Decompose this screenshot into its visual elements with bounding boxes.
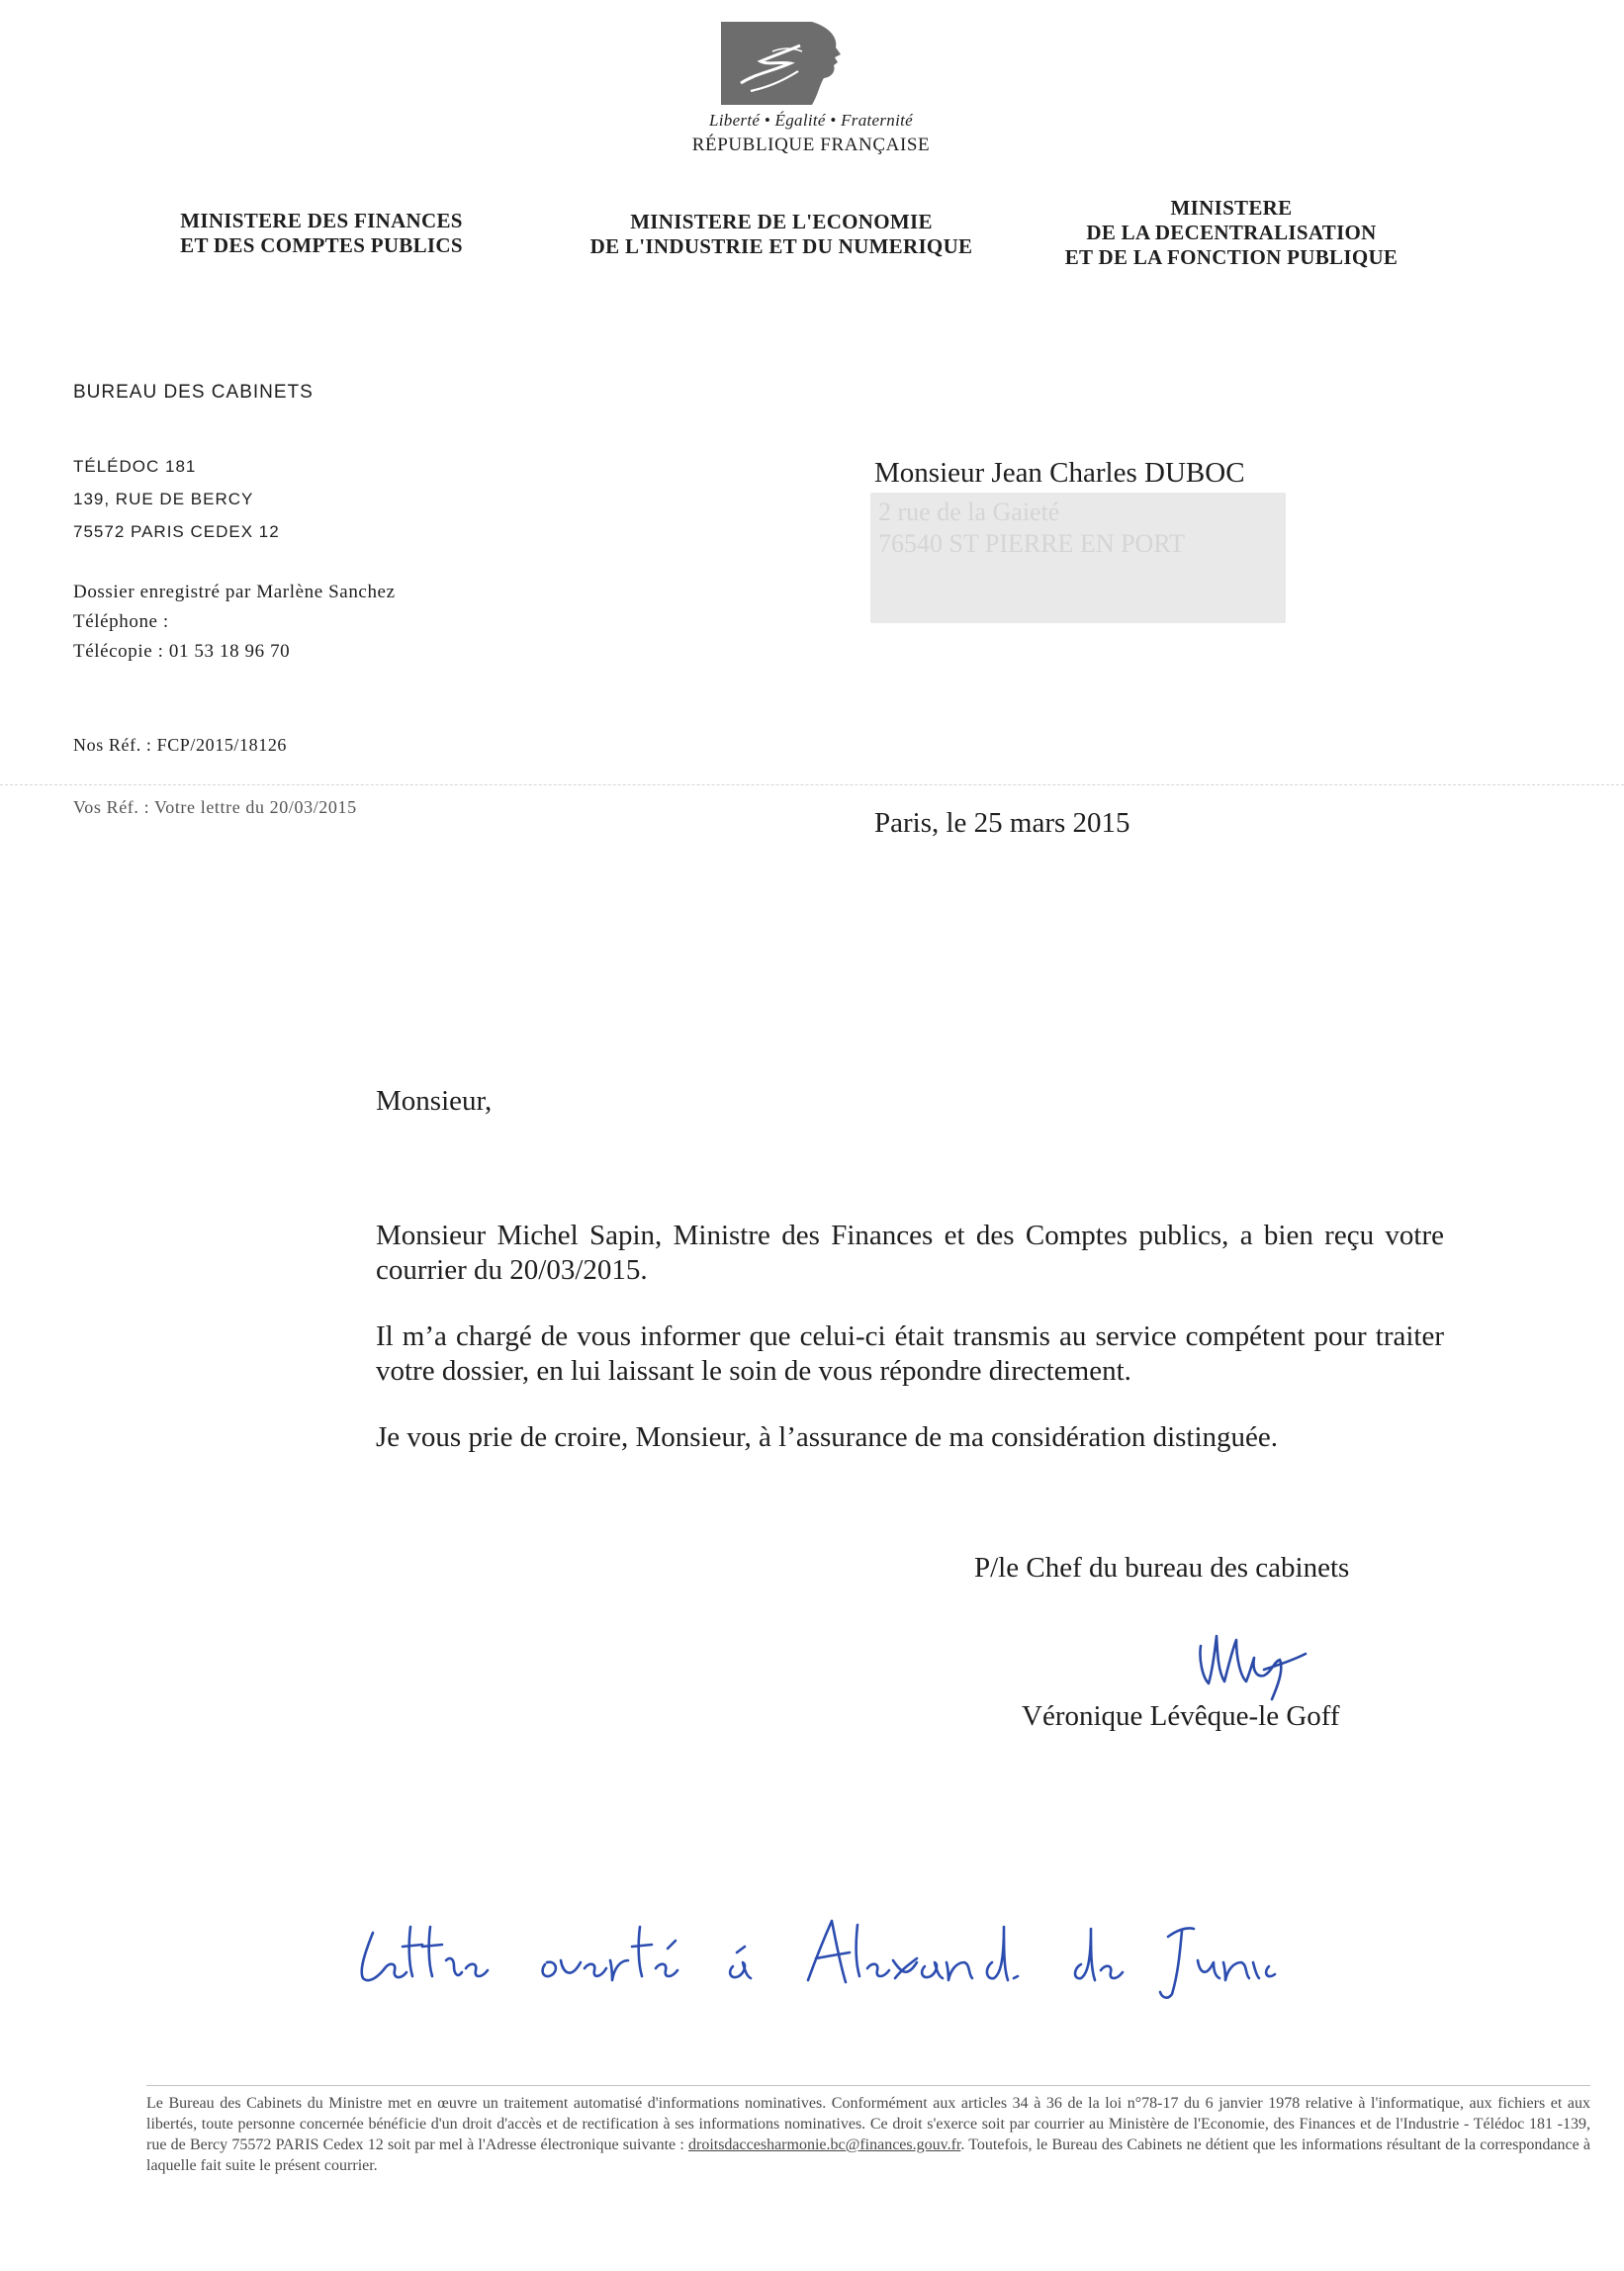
sender-address-line: 75572 PARIS CEDEX 12: [73, 522, 280, 541]
privacy-notice-footer: [146, 2093, 1590, 2176]
recipient-address-line: 2 rue de la Gaieté: [878, 498, 1060, 526]
ministry-line: MINISTERE DE L'ECONOMIE: [630, 210, 933, 233]
dossier-registered-by: Dossier enregistré par Marlène Sanchez: [73, 582, 396, 602]
republic-motto: Liberté • Égalité • Fraternité: [709, 111, 913, 130]
recipient-address: [878, 497, 1185, 560]
recipient-address-line: 76540 ST PIERRE EN PORT: [878, 529, 1185, 558]
your-reference: Vos Réf. : Votre lettre du 20/03/2015: [73, 797, 357, 817]
body-paragraph: Monsieur Michel Sapin, Ministre des Finances et des Comptes publics, a bien reçu votre courrier du 20/03/2015.: [376, 1220, 1444, 1286]
marianne-profile-icon: [721, 22, 902, 105]
sender-address-line: 139, RUE DE BERCY: [73, 490, 254, 508]
republic-logo-block: [673, 22, 949, 156]
sender-bureau: BUREAU DES CABINETS: [73, 382, 314, 403]
ministry-economie: [554, 210, 1009, 259]
letter-date: Paris, le 25 mars 2015: [874, 807, 1130, 839]
fold-line: [0, 784, 1624, 785]
ministry-line: MINISTERE DES FINANCES: [180, 209, 463, 232]
our-reference: Nos Réf. : FCP/2015/18126: [73, 735, 288, 755]
republic-name: RÉPUBLIQUE FRANÇAISE: [691, 135, 931, 155]
telecopie-line: Télécopie : 01 53 18 96 70: [73, 641, 291, 662]
dossier-contact: [73, 578, 396, 667]
ministry-finances: [129, 209, 514, 258]
body-paragraph: Il m’a chargé de vous informer que celui-ci était transmis au service compétent pour traiter votre dossier, en lui laissant le soin de vous répondre directement.: [376, 1320, 1444, 1387]
marianne-logo: [721, 22, 902, 105]
privacy-notice-text-end: . Toutefois, le Bureau des Cabinets ne détient que les informations résultant de la correspondance à laquelle fait suite le présent courrier.: [146, 2136, 1591, 2174]
salutation: Monsieur,: [376, 1085, 493, 1117]
signatory-role: P/le Chef du bureau des cabinets: [974, 1552, 1350, 1584]
footer-rule: [146, 2085, 1590, 2086]
privacy-notice-text: Le Bureau des Cabinets du Ministre met en œuvre un traitement automatisé d'informations nominatives. Conformément aux articles 34 à 36 de la loi n°78-17 du 6 janvier 1978 relative à l'informatique, aux fichiers et aux libertés, toute personne concernée bénéficie d'un droit d'accès et de rectification à ses informations nominatives. Ce droit s'exerce soit par courrier au Ministère de l'Economie, des Finances et de l'Industrie - Télédoc 181 -139, rue de Bercy 75572 PARIS Cedex 12 soit par mel à l'Adresse électronique suivante :: [146, 2095, 1590, 2153]
handwritten-note-drawing: [351, 1913, 1281, 2002]
privacy-email-link[interactable]: droitsdaccesharmonie.bc@finances.gouv.fr: [687, 2136, 961, 2153]
body-paragraph: Je vous prie de croire, Monsieur, à l’assurance de ma considération distinguée.: [376, 1421, 1279, 1453]
ministry-line: MINISTERE: [1170, 196, 1293, 220]
sender-address-line: TÉLÉDOC 181: [73, 457, 197, 476]
signature-icon: [1187, 1620, 1315, 1709]
ministry-decentralisation: [1024, 196, 1439, 270]
ministry-line: DE L'INDUSTRIE ET DU NUMERIQUE: [589, 234, 973, 258]
ministry-line: ET DE LA FONCTION PUBLIQUE: [1064, 245, 1398, 269]
handwritten-note: [351, 1913, 1281, 2007]
sender-address: [73, 450, 280, 548]
ministry-line: ET DES COMPTES PUBLICS: [180, 233, 463, 257]
recipient-name: Monsieur Jean Charles DUBOC: [874, 457, 1245, 489]
signatory-name: Véronique Lévêque-le Goff: [1022, 1700, 1340, 1732]
ministry-line: DE LA DECENTRALISATION: [1086, 221, 1377, 244]
telephone-line: Téléphone :: [73, 611, 169, 632]
